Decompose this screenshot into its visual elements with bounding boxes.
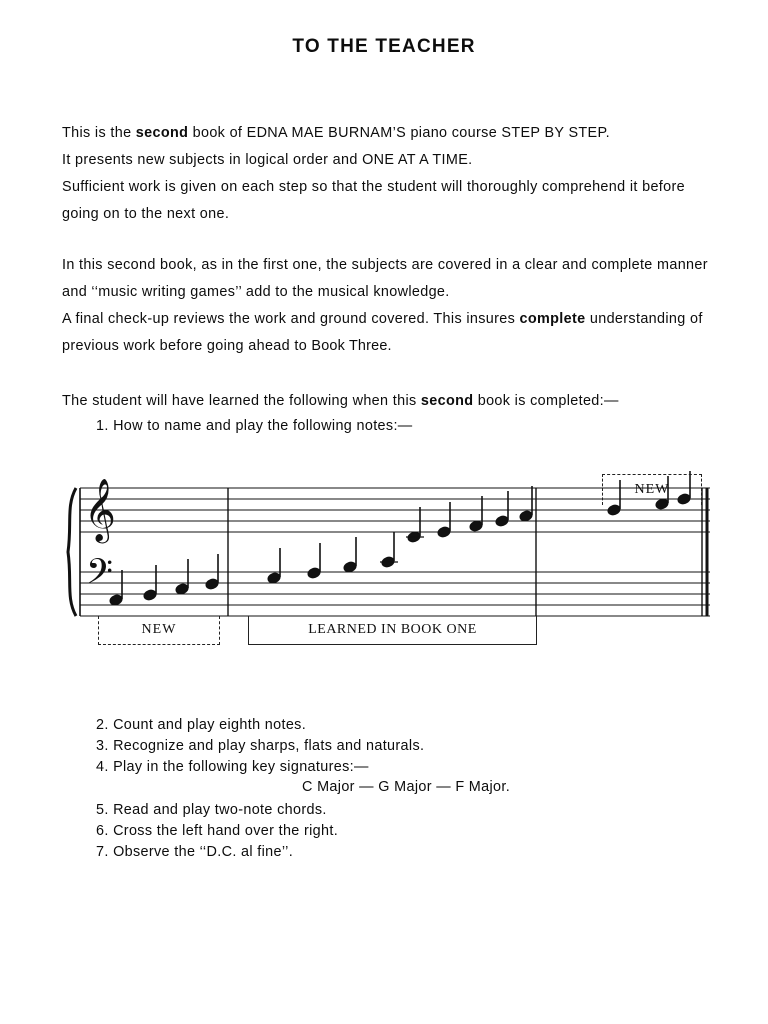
- text-run: book is completed:—: [473, 393, 619, 409]
- paragraph-line: [62, 388, 712, 415]
- bass-notes-learned: [267, 532, 398, 584]
- list-item-number: 1.: [96, 418, 109, 434]
- text-run: This is the: [62, 125, 136, 141]
- music-staff-illustration: [62, 466, 714, 666]
- list-item-number: 3.: [96, 738, 109, 754]
- list-item-number: 2.: [96, 717, 109, 733]
- label-new-treble: NEW: [602, 474, 702, 505]
- text-run: book of EDNA MAE BURNAM’S piano course STEP BY STEP.: [188, 125, 610, 141]
- list-item-label: Count and play eighth notes.: [113, 717, 307, 733]
- page-title: TO THE TEACHER: [292, 36, 476, 57]
- list-item-number: 7.: [96, 844, 109, 860]
- paragraph-line: It presents new subjects in logical order and ONE AT A TIME.: [62, 152, 473, 168]
- treble-notes-learned: [406, 486, 533, 543]
- paragraph-line: Sufficient work is given on each step so that the student will thoroughly comprehend it before: [62, 179, 685, 195]
- paragraph-line: In this second book, as in the first one, the subjects are covered in a clear and complete manner: [62, 257, 708, 273]
- text-run: previous work before going ahead to: [62, 338, 312, 354]
- paragraph-second-book: [62, 252, 712, 306]
- list-item-label: Recognize and play sharps, flats and naturals.: [113, 738, 425, 754]
- label-new-bass: NEW: [98, 616, 220, 645]
- paragraph-student-learned: [62, 388, 712, 415]
- text-run-bold: second: [135, 125, 189, 141]
- text-run: A final check-up reviews the work and ground covered. This insures: [62, 311, 520, 327]
- text-run: The student will have learned the following when this: [62, 393, 421, 409]
- treble-clef-icon: 𝄞: [84, 480, 116, 540]
- list-item-label: Cross the left hand over the right.: [113, 823, 339, 839]
- paragraph-checkup: [62, 306, 712, 360]
- list-item: [96, 418, 413, 434]
- text-run-bold: complete: [519, 311, 586, 327]
- book-three-reference: Book Three.: [311, 338, 392, 354]
- list-item-number: 6.: [96, 823, 109, 839]
- text-run: understanding of: [585, 311, 703, 327]
- staff-brace: [68, 488, 76, 616]
- list-item: [96, 738, 424, 754]
- list-item-label: How to name and play the following notes:—: [113, 418, 413, 434]
- list-item: [96, 844, 293, 860]
- list-item: [96, 717, 306, 733]
- list-item-label: Play in the following key signatures:—: [113, 759, 369, 775]
- list-item: [96, 759, 369, 775]
- paragraph-line: and ‘‘music writing games’’ add to the musical knowledge.: [62, 284, 450, 300]
- list-item-number: 4.: [96, 759, 109, 775]
- bass-notes-new: [109, 554, 220, 606]
- list-item-label: Observe the ‘‘D.C. al fine’’.: [113, 844, 294, 860]
- paragraph-line: [62, 306, 712, 333]
- list-item: [96, 802, 327, 818]
- paragraph-line: [62, 333, 712, 360]
- bass-clef-icon: 𝄢: [86, 554, 114, 600]
- label-learned-in-book-one: LEARNED IN BOOK ONE: [248, 616, 537, 645]
- bass-staff-lines: [80, 572, 710, 616]
- list-item-label: Read and play two-note chords.: [113, 802, 327, 818]
- paragraph-intro: [62, 120, 712, 228]
- text-run-bold: second: [420, 393, 474, 409]
- list-item-continuation: C Major — G Major — F Major.: [302, 779, 511, 795]
- paragraph-line: going on to the next one.: [62, 206, 230, 222]
- paragraph-line: [62, 120, 712, 147]
- list-item-number: 5.: [96, 802, 109, 818]
- list-item: [96, 823, 338, 839]
